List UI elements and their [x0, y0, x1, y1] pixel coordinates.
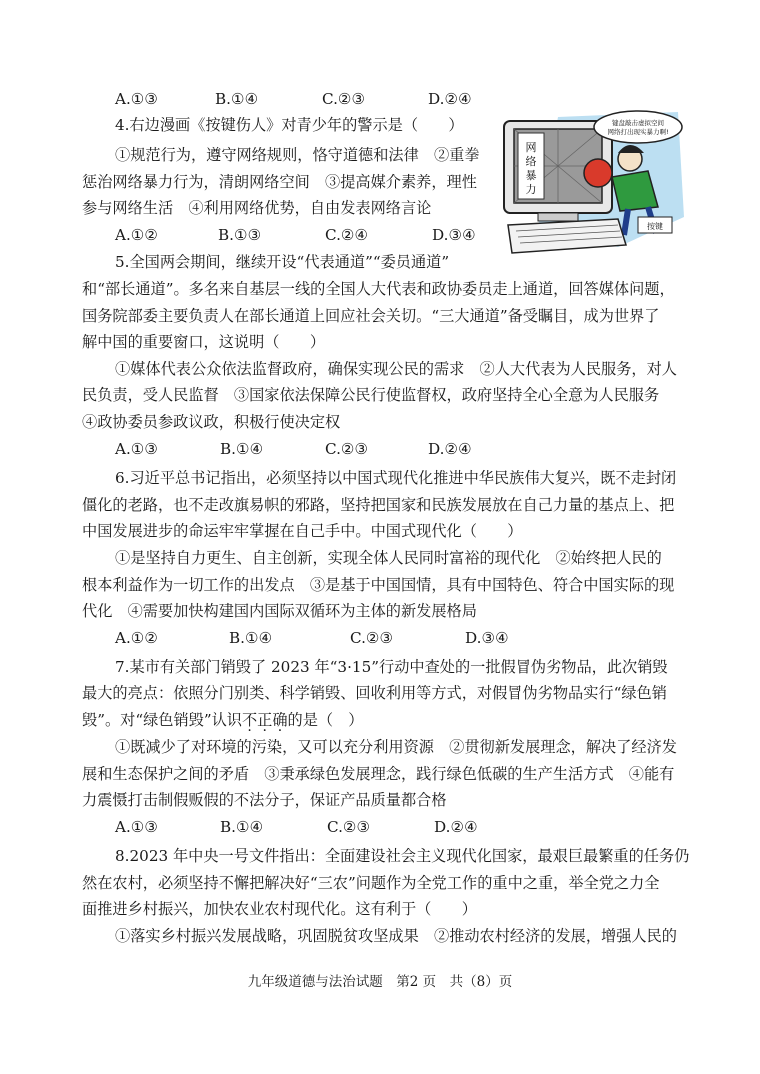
q7-line4: ①既减少了对环境的污染，又可以充分利用资源 ②贯彻新发展理念，解决了经济发 — [115, 738, 677, 756]
q5-option-a: A.①③ — [115, 440, 159, 458]
q6-line5: 根本利益作为一切工作的出发点 ③是基于中国国情，具有中国特色、符合中国实际的现 — [82, 576, 675, 594]
cartoon-computer-icon — [498, 107, 686, 255]
emphasis-char: 确 — [272, 711, 288, 729]
q4-option-d: D.③④ — [432, 226, 476, 244]
q7-line3 — [82, 710, 363, 730]
page-footer: 九年级道德与法治试题 第2 页 共（8）页 — [247, 974, 513, 990]
emphasis-char: 正 — [257, 711, 273, 729]
q6-line2: 僵化的老路，也不走改旗易帜的邪路，坚持把国家和民族发展放在自己力量的基点上、把 — [82, 496, 675, 514]
q6-option-d: D.③④ — [465, 629, 509, 647]
q6-option-a: A.①② — [115, 629, 159, 647]
q5-line2: 和“部长通道”。多名来自基层一线的全国人大代表和政协委员走上通道，回答媒体问题， — [82, 280, 675, 298]
q3-option-b: B.①④ — [215, 90, 259, 108]
q8-line1: 8.2023 年中央一号文件指出：全面建设社会主义现代化国家，最艰巨最繁重的任务仍 — [115, 847, 690, 865]
q4-line3: 参与网络生活 ④利用网络优势，自由发表网络言论 — [82, 199, 432, 217]
svg-text:网: 网 — [525, 141, 537, 154]
svg-text:力: 力 — [525, 183, 537, 196]
q5-line4: 解中国的重要窗口，这说明（ ） — [82, 333, 325, 351]
q6-option-b: B.①④ — [229, 629, 273, 647]
q4-line1: ①规范行为，遵守网络规则，恪守道德和法律 ②重拳 — [115, 146, 480, 164]
q4-option-a: A.①② — [115, 226, 159, 244]
emphasis-char: 不 — [241, 711, 258, 729]
q7-line3-part1: 毁”。对“绿色销毁”认识 — [82, 711, 242, 729]
q5-line7: ④政协委员参政议政，积极行使决定权 — [82, 413, 341, 431]
svg-text:网络打出现实暴力啊!: 网络打出现实暴力啊! — [607, 128, 669, 136]
q6-line3: 中国发展进步的命运牢牢掌握在自己手中。中国式现代化（ ） — [82, 522, 523, 540]
q6-line1: 6.习近平总书记指出，必须坚持以中国式现代化推进中华民族伟大复兴，既不走封闭 — [115, 469, 677, 487]
q4-option-b: B.①③ — [218, 226, 262, 244]
q5-option-b: B.①④ — [220, 440, 264, 458]
q4-stem: 4.右边漫画《按键伤人》对青少年的警示是（ ） — [115, 116, 464, 134]
q7-line2: 最大的亮点：依照分门别类、科学销毁、回收利用等方式，对假冒伪劣物品实行“绿色销 — [82, 684, 667, 702]
q6-line6: 代化 ④需要加快构建国内国际双循环为主体的新发展格局 — [82, 602, 477, 620]
svg-text:键盘敲击虚拟空间: 键盘敲击虚拟空间 — [612, 119, 664, 127]
q7-line5: 展和生态保护之间的矛盾 ③秉承绿色发展理念，践行绿色低碳的生产生活方式 ④能有 — [82, 765, 675, 783]
q8-line4: ①落实乡村振兴发展战略，巩固脱贫攻坚成果 ②推动农村经济的发展，增强人民的 — [115, 927, 677, 945]
q8-line2: 然在农村，必须坚持不懈把解决好“三农”问题作为全党工作的重中之重，举全党之力全 — [82, 874, 660, 892]
q7-line6: 力震慑打击制假贩假的不法分子，保证产品质量都合格 — [82, 791, 447, 809]
q4-line2: 惩治网络暴力行为，清朗网络空间 ③提高媒介素养，理性 — [82, 173, 477, 191]
q7-option-d: D.②④ — [434, 818, 478, 836]
q8-line3: 面推进乡村振兴，加快农业农村现代化。这有利于（ ） — [82, 900, 477, 918]
q5-line6: 民负责，受人民监督 ③国家依法保障公民行使监督权，政府坚持全心全意为人民服务 — [82, 386, 660, 404]
q7-option-c: C.②③ — [327, 818, 371, 836]
q5-option-d: D.②④ — [428, 440, 472, 458]
q7-line3-part2: 的是（ ） — [287, 711, 364, 729]
q5-line5: ①媒体代表公众依法监督政府，确保实现公民的需求 ②人大代表为人民服务，对人 — [115, 360, 677, 378]
q4-option-c: C.②④ — [325, 226, 369, 244]
q3-option-a: A.①③ — [115, 90, 159, 108]
svg-text:按键: 按键 — [647, 222, 663, 231]
q3-option-c: C.②③ — [322, 90, 366, 108]
q7-emphasis — [242, 711, 288, 729]
svg-text:络: 络 — [525, 155, 537, 168]
q5-option-c: C.②③ — [325, 440, 369, 458]
q7-option-b: B.①④ — [220, 818, 264, 836]
q7-option-a: A.①③ — [115, 818, 159, 836]
svg-text:暴: 暴 — [525, 169, 537, 182]
q6-line4: ①是坚持自力更生、自主创新，实现全体人民同时富裕的现代化 ②始终把人民的 — [115, 549, 662, 567]
q5-line1: 5.全国两会期间，继续开设“代表通道”“委员通道” — [115, 253, 450, 271]
q3-option-d: D.②④ — [428, 90, 472, 108]
q6-option-c: C.②③ — [350, 629, 394, 647]
q7-line1: 7.某市有关部门销毁了 2023 年“3·15”行动中查处的一批假冒伪劣物品，此次销毁 — [115, 658, 668, 676]
q5-line3: 国务院部委主要负责人在部长通道上回应社会关切。“三大通道”备受瞩目，成为世界了 — [82, 307, 660, 325]
